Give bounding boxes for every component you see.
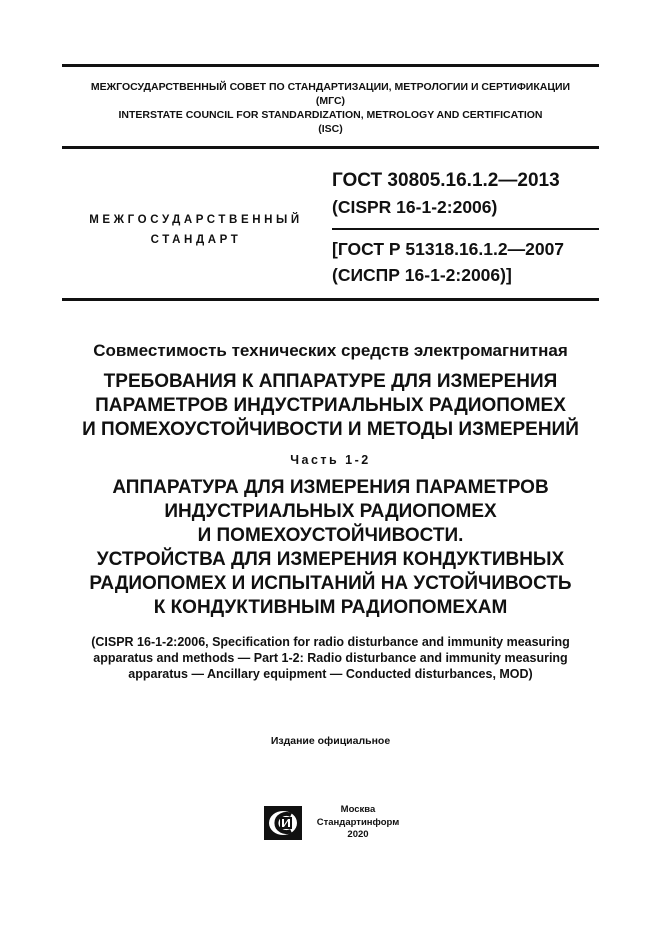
sispr-number: (СИСПР 16-1-2:2006)] (332, 265, 512, 285)
part-title-line: УСТРОЙСТВА ДЛЯ ИЗМЕРЕНИЯ КОНДУКТИВНЫХ (96, 549, 565, 570)
gost-number: ГОСТ 30805.16.1.2—2013 (332, 170, 560, 191)
cispr-number: (CISPR 16-1-2:2006) (332, 197, 498, 217)
council-abbr-en: (ISC) (318, 123, 343, 135)
part-title (40, 476, 621, 620)
designation-rule (62, 298, 599, 301)
edition-label: Издание официальное (270, 735, 391, 747)
standard-type-line1: МЕЖГОСУДАРСТВЕННЫЙ (89, 214, 303, 226)
cispr-reference (40, 634, 621, 682)
part-title-line: РАДИОПОМЕХ И ИСПЫТАНИЙ НА УСТОЙЧИВОСТЬ (89, 573, 572, 594)
part-title-line: АППАРАТУРА ДЛЯ ИЗМЕРЕНИЯ ПАРАМЕТРОВ (112, 477, 549, 498)
council-name-ru: МЕЖГОСУДАРСТВЕННЫЙ СОВЕТ ПО СТАНДАРТИЗАЦИИ, МЕТРОЛОГИИ И СЕРТИФИКАЦИИ (90, 81, 571, 93)
part-title-line: И ПОМЕХОУСТОЙЧИВОСТИ. (197, 525, 464, 546)
designation-divider (332, 228, 599, 230)
cispr-reference-line: (CISPR 16-1-2:2006, Specification for radio disturbance and immunity measuring (91, 635, 570, 649)
council-name-en: INTERSTATE COUNCIL FOR STANDARDIZATION, METROLOGY AND CERTIFICATION (118, 109, 543, 121)
part-title-line: ИНДУСТРИАЛЬНЫХ РАДИОПОМЕХ (164, 501, 497, 522)
main-title-line: ПАРАМЕТРОВ ИНДУСТРИАЛЬНЫХ РАДИОПОМЕХ (95, 395, 566, 416)
part-label: Часть 1-2 (290, 453, 371, 467)
gost-r-number: [ГОСТ Р 51318.16.1.2—2007 (332, 239, 565, 259)
main-title (40, 370, 621, 442)
cispr-reference-line: apparatus and methods — Part 1-2: Radio disturbance and immunity measuring (93, 651, 568, 665)
publisher-city: Москва (340, 804, 376, 815)
top-rule (62, 64, 599, 67)
main-title-line: ТРЕБОВАНИЯ К АППАРАТУРЕ ДЛЯ ИЗМЕРЕНИЯ (103, 371, 558, 392)
main-title-line: И ПОМЕХОУСТОЙЧИВОСТИ И МЕТОДЫ ИЗМЕРЕНИЙ (82, 419, 579, 440)
council-header (62, 80, 599, 136)
publisher-text (310, 804, 406, 842)
part-title-line: К КОНДУКТИВНЫМ РАДИОПОМЕХАМ (153, 597, 508, 618)
standartinform-logo-icon (264, 806, 302, 840)
document-title (40, 340, 621, 682)
publisher-year: 2020 (347, 829, 369, 840)
standard-designation (332, 168, 600, 288)
council-abbr-ru: (МГС) (315, 95, 346, 107)
publisher-block (264, 804, 434, 864)
publisher-name: Стандартинформ (316, 816, 400, 828)
council-rule (62, 146, 599, 149)
title-subtitle: Совместимость технических средств электромагнитная (93, 341, 568, 360)
standard-type-line2: СТАНДАРТ (150, 234, 242, 246)
standard-type-label (62, 210, 330, 250)
cispr-reference-line: apparatus — Ancillary equipment — Conducted disturbances, MOD) (128, 667, 533, 681)
